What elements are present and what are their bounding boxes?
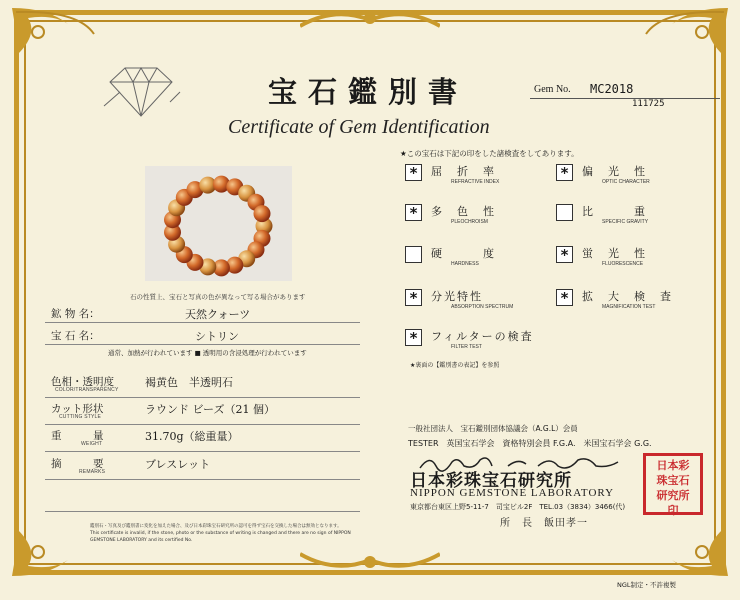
institute-name-jp: 日本彩珠宝石研究所: [410, 471, 572, 491]
cut-sub: CUTTING STYLE: [59, 414, 102, 420]
check-box: *: [405, 164, 422, 181]
check-box: [405, 246, 422, 263]
check-box: *: [405, 329, 422, 346]
divider: [45, 322, 360, 323]
bead: [254, 205, 271, 222]
color-sub: COLOR/TRANSPARENCY: [55, 387, 119, 393]
gem-label: 宝 石 名：: [51, 330, 100, 342]
check-label-en: PLEOCHROISM: [451, 219, 488, 225]
footer-note: [90, 523, 360, 544]
check-box: *: [405, 204, 422, 221]
check-box: [556, 204, 573, 221]
top-ornament-icon: [300, 6, 440, 32]
association-member: 一般社団法人 宝石鑑別団体協議会（A.G.L）会員: [408, 424, 578, 433]
divider: [45, 479, 360, 480]
check-label-en: SPECIFIC GRAVITY: [602, 219, 649, 225]
copyright-note: NGL制定・不許複製: [617, 581, 677, 589]
bottom-ornament-icon: [300, 548, 440, 574]
back-note: ★裏面の【鑑別書の表記】を参照: [410, 362, 500, 369]
page-title: 宝石鑑別書: [268, 75, 469, 109]
check-label: 分光特性: [431, 290, 483, 303]
check-box: *: [556, 289, 573, 306]
check-label: 硬 度: [431, 247, 496, 260]
footer-note-jp: 鑑別石・写真及び鑑別書に変化を加えた場合、及び日本彩珠宝石研究所の認可を得ず宝石を交換した場合は無効となります。: [90, 524, 342, 529]
director-name: 所 長 飯田孝一: [500, 518, 588, 529]
check-label-en: REFRACTIVE INDEX: [451, 179, 500, 185]
check-label-en: OPTIC CHARACTER: [602, 179, 650, 185]
diamond-logo-icon: [100, 62, 182, 120]
remarks-sub: REMARKS: [79, 469, 106, 475]
footer-note-en: This certificate is invalid, if the stone, photo or the substance of writing is changed and there are no sign of NIPPON GEMSTONE LABORATORY and its certified No.: [90, 531, 351, 543]
check-box: *: [556, 246, 573, 263]
check-box: *: [405, 289, 422, 306]
institute-name-en: NIPPON GEMSTONE LABORATORY: [410, 487, 615, 499]
gem-value: シトリン: [195, 330, 239, 343]
institute-address: 東京都台東区上野5-11-7 司宝ビル2F TEL.03（3834）3466(代): [410, 503, 626, 511]
checks-header: ★この宝石は下記の印をした諸検査をしてあります。: [400, 149, 579, 158]
check-label-en: FILTER TEST: [451, 344, 482, 350]
color-label: 色相・透明度: [51, 376, 114, 388]
corner-ornament-icon: [642, 510, 732, 580]
photo-note: 石の性質上、宝石と写真の色が異なって写る場合があります: [130, 293, 306, 301]
mineral-value: 天然クォーツ: [185, 308, 251, 321]
check-label: 偏 光 性: [582, 165, 647, 178]
gem-no-label: Gem No.: [534, 84, 571, 95]
corner-ornament-icon: [642, 4, 732, 74]
corner-ornament-icon: [8, 4, 98, 74]
remarks-row: [45, 456, 360, 516]
red-seal-stamp: 日本彩 珠宝石 研究所 印: [643, 453, 703, 515]
remarks-label: 摘 要: [51, 458, 104, 470]
gem-photo: [145, 166, 292, 281]
divider: [45, 397, 360, 398]
divider: [45, 511, 360, 512]
weight-row: [45, 428, 360, 454]
cut-row: [45, 401, 360, 427]
check-label: 多 色 性: [431, 205, 496, 218]
weight-label: 重 量: [51, 430, 104, 442]
check-label-en: HARDNESS: [451, 261, 479, 267]
cut-value: ラウンド ビーズ（21 個）: [145, 403, 275, 416]
divider: [45, 424, 360, 425]
color-value: 褐黄色 半透明石: [145, 376, 233, 389]
check-label-en: MAGNIFICATION TEST: [602, 304, 656, 310]
mineral-label: 鉱 物 名：: [51, 308, 100, 320]
divider: [45, 344, 360, 345]
gem-row: [45, 328, 360, 348]
divider: [45, 451, 360, 452]
remarks-value: ブレスレット: [145, 458, 211, 471]
tester-line: TESTER 英国宝石学会 資格特別会員 F.G.A. 米国宝石学会 G.G.: [408, 439, 652, 448]
gem-no-value: MC2018: [590, 82, 634, 96]
mineral-row: [45, 306, 360, 326]
weight-sub: WEIGHT: [81, 441, 103, 447]
gem-no-underline: [530, 98, 720, 99]
weight-value: 31.70g（総重量）: [145, 430, 239, 443]
cut-label: カット形状: [51, 403, 104, 415]
serial-number: 111725: [632, 99, 665, 109]
check-label-en: FLUORESCENCE: [602, 261, 644, 267]
color-row: [45, 374, 360, 400]
citrine-bracelet-icon: [145, 166, 292, 281]
check-label: 蛍 光 性: [582, 247, 647, 260]
check-label: フィルターの検査: [431, 330, 534, 343]
check-label: 拡 大 検 査: [582, 290, 673, 303]
treatment-notice: 通常、加熱が行われています ■ 透明用の含浸処理が行われています: [108, 349, 307, 357]
corner-ornament-icon: [8, 510, 98, 580]
check-box: *: [556, 164, 573, 181]
check-label: 屈 折 率: [431, 165, 496, 178]
page-subtitle: Certificate of Gem Identification: [228, 116, 490, 138]
check-label-en: ABSORPTION SPECTRUM: [451, 304, 514, 310]
check-label: 比 重: [582, 205, 647, 218]
